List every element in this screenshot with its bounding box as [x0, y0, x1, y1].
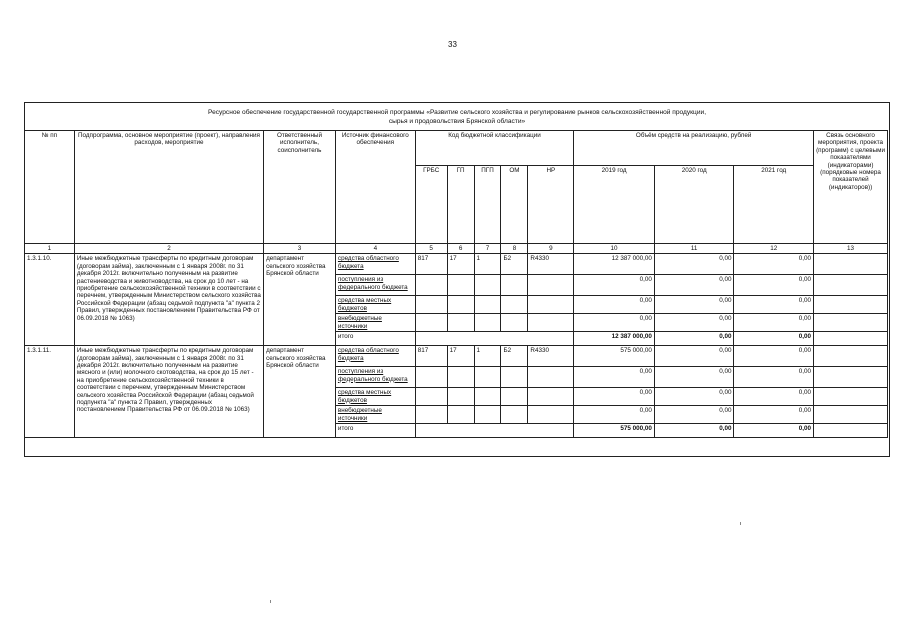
code-nr: R4330 [528, 254, 574, 275]
funding-source: внебюджетные источники [335, 406, 415, 424]
amount-2020: 0,00 [654, 346, 734, 367]
funding-source: внебюджетные источники [335, 314, 415, 332]
code-gp [447, 275, 474, 296]
amount-2019: 575 000,00 [574, 346, 655, 367]
indicator-link [814, 388, 888, 406]
code-pgp [474, 406, 501, 424]
header-2020: 2020 год [654, 166, 734, 244]
code-pgp: 1 [474, 254, 501, 275]
amount-2019: 0,00 [574, 406, 655, 424]
funding-source: средства областного бюджета [335, 346, 415, 367]
amount-2019: 0,00 [574, 388, 655, 406]
code-gp: 17 [447, 254, 474, 275]
code-om [501, 406, 528, 424]
table-row [25, 346, 888, 367]
entry-description: Иные межбюджетные трансферты по кредитным договорам (договорам займа), заключенным с 1 января 2008г. по 31 декабря 2012г. включительно полученным на развитие мясного и (или) молочного скотоводства, на срок до 15 лет - на приобретение сельскохозяйственной техники в соответствии с перечнем, утвержденным Министерством сельского хозяйства Российской Федерации (абзац седьмой подпункта "а" пункта 2 Правил, утвержденных постановлением Правительства РФ от 06.09.2018 № 1063) [74, 346, 263, 438]
code-nr [528, 275, 574, 296]
funding-source: поступления из федерального бюджета [335, 367, 415, 388]
indicator-link [814, 314, 888, 332]
code-pgp [474, 367, 501, 388]
amount-2021: 0,00 [734, 332, 814, 346]
code-pgp: 1 [474, 346, 501, 367]
amount-2020: 0,00 [654, 424, 734, 438]
code-grbs: 817 [415, 254, 447, 275]
code-om [501, 296, 528, 314]
table-row [25, 254, 888, 275]
column-number: 6 [447, 244, 474, 254]
code-om [501, 314, 528, 332]
amount-2021: 0,00 [734, 275, 814, 296]
entry-number: 1.3.1.10. [25, 254, 75, 346]
code-om [501, 388, 528, 406]
amount-2020: 0,00 [654, 388, 734, 406]
header-2019: 2019 год [574, 166, 655, 244]
column-number: 7 [474, 244, 501, 254]
funding-source: итого [335, 424, 415, 438]
code-pgp [474, 296, 501, 314]
column-number-row [25, 244, 888, 254]
header-num: № пп [25, 131, 75, 244]
code-nr: R4330 [528, 346, 574, 367]
table-title-line1: Ресурсное обеспечение государственной государственной программы «Развитие сельского хозяйства и регулирование рынков сельскохозяйственной продукции, [207, 109, 707, 116]
header-2021: 2021 год [734, 166, 814, 244]
header-row [25, 131, 888, 166]
code-om [501, 275, 528, 296]
amount-2021: 0,00 [734, 296, 814, 314]
column-number: 10 [574, 244, 655, 254]
amount-2020: 0,00 [654, 332, 734, 346]
amount-2020: 0,00 [654, 367, 734, 388]
amount-2020: 0,00 [654, 296, 734, 314]
table-title-line2: сырья и продовольствия Брянской области» [388, 118, 526, 125]
code-pgp [474, 275, 501, 296]
code-grbs [415, 367, 447, 388]
code-om [501, 367, 528, 388]
header-link: Связь основного мероприятия, проекта (программ) с целевыми показателями (индикаторами) (порядковые номера показателей (индикаторов)) [814, 131, 888, 244]
amount-2019: 0,00 [574, 296, 655, 314]
amount-2021: 0,00 [734, 406, 814, 424]
indicator-link [814, 275, 888, 296]
funding-source: итого [335, 332, 415, 346]
code-gp [447, 388, 474, 406]
header-om: ОМ [501, 166, 528, 244]
code-grbs [415, 388, 447, 406]
code-gp [447, 296, 474, 314]
amount-2019: 0,00 [574, 367, 655, 388]
funding-source: средства местных бюджетов [335, 388, 415, 406]
column-number: 2 [74, 244, 263, 254]
amount-2019: 0,00 [574, 275, 655, 296]
amount-2021: 0,00 [734, 388, 814, 406]
code-gp [447, 406, 474, 424]
funding-source: поступления из федерального бюджета [335, 275, 415, 296]
indicator-link [814, 406, 888, 424]
column-number: 9 [528, 244, 574, 254]
amount-2020: 0,00 [654, 406, 734, 424]
code-om: Б2 [501, 254, 528, 275]
code-gp: 17 [447, 346, 474, 367]
header-program: Подпрограмма, основное мероприятие (проект), направления расходов, мероприятие [74, 131, 263, 244]
amount-2021: 0,00 [734, 314, 814, 332]
column-number: 13 [814, 244, 888, 254]
funding-source: средства областного бюджета [335, 254, 415, 275]
header-executor: Ответственный исполнитель, соисполнитель [264, 131, 336, 244]
code-gp [447, 367, 474, 388]
table-title [25, 108, 889, 126]
entry-description: Иные межбюджетные трансферты по кредитным договорам (договорам займа), заключенным с 1 января 2008г. по 31 декабря 2012г. включительно полученным на развитие растениеводства и животноводства, на срок до 10 лет - на приобретение сельскохозяйственной техники в соответствии с перечнем, утвержденным Министерством сельского хозяйства Российской Федерации (абзац седьмой подпункта "а" пункта 2 Правил, утвержденных постановлением Правительства РФ от 06.09.2018 № 1063) [74, 254, 263, 346]
code-om: Б2 [501, 346, 528, 367]
amount-2021: 0,00 [734, 346, 814, 367]
amount-2021: 0,00 [734, 367, 814, 388]
page-number: 33 [448, 40, 457, 49]
code-grbs [415, 275, 447, 296]
header-budget-code: Код бюджетной классификации [415, 131, 574, 166]
header-gp: ГП [447, 166, 474, 244]
amount-2019: 12 387 000,00 [574, 332, 655, 346]
indicator-link [814, 296, 888, 314]
entry-executor: департамент сельского хозяйства Брянской области [264, 346, 336, 438]
code-grbs [415, 296, 447, 314]
code-nr [528, 406, 574, 424]
amount-2021: 0,00 [734, 424, 814, 438]
indicator-link [814, 424, 888, 438]
indicator-link [814, 254, 888, 275]
resource-table-frame [24, 102, 890, 457]
column-number: 5 [415, 244, 447, 254]
code-pgp [474, 388, 501, 406]
amount-2020: 0,00 [654, 254, 734, 275]
header-grbs: ГРБС [415, 166, 447, 244]
amount-2021: 0,00 [734, 254, 814, 275]
code-nr [528, 388, 574, 406]
column-number: 11 [654, 244, 734, 254]
amount-2020: 0,00 [654, 314, 734, 332]
funding-source: средства местных бюджетов [335, 296, 415, 314]
entry-number: 1.3.1.11. [25, 346, 75, 438]
amount-2019: 12 387 000,00 [574, 254, 655, 275]
column-number: 3 [264, 244, 336, 254]
column-number: 12 [734, 244, 814, 254]
column-number: 4 [335, 244, 415, 254]
scan-speck [740, 522, 741, 525]
code-nr [528, 314, 574, 332]
column-number: 8 [501, 244, 528, 254]
code-gp [447, 314, 474, 332]
code-pgp [474, 314, 501, 332]
column-number: 1 [25, 244, 75, 254]
entry-executor: департамент сельского хозяйства Брянской области [264, 254, 336, 346]
header-pgp: ПГП [474, 166, 501, 244]
amount-2019: 575 000,00 [574, 424, 655, 438]
indicator-link [814, 346, 888, 367]
code-nr [528, 367, 574, 388]
scan-speck [270, 600, 271, 603]
budget-code-empty [415, 424, 574, 438]
code-grbs [415, 406, 447, 424]
amount-2019: 0,00 [574, 314, 655, 332]
header-nr: НР [528, 166, 574, 244]
header-volume: Объём средств на реализацию, рублей [574, 131, 814, 166]
header-source: Источник финансового обеспечения [335, 131, 415, 244]
amount-2020: 0,00 [654, 275, 734, 296]
budget-code-empty [415, 332, 574, 346]
code-grbs: 817 [415, 346, 447, 367]
code-nr [528, 296, 574, 314]
code-grbs [415, 314, 447, 332]
indicator-link [814, 367, 888, 388]
indicator-link [814, 332, 888, 346]
resource-table [24, 130, 888, 438]
